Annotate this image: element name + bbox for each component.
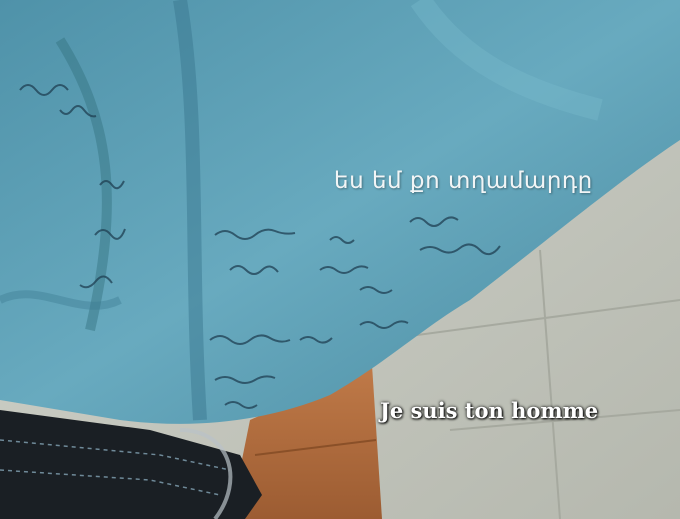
subtitle-armenian: ես եմ քո տղամարդը [334,168,593,194]
subtitle-french: Je suis ton homme [380,398,599,423]
